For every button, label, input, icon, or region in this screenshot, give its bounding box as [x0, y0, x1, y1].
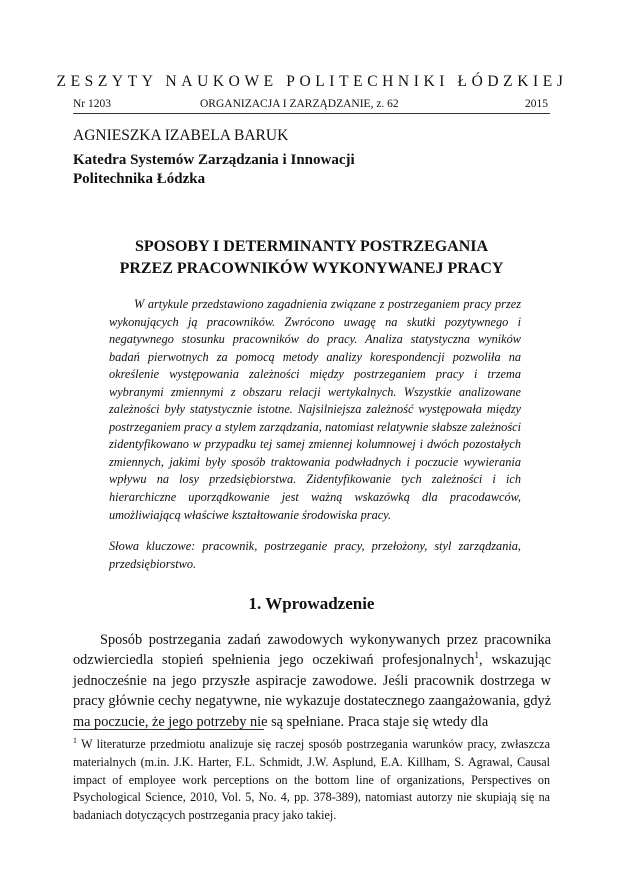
footnote [73, 736, 550, 825]
footnote-mark: 1 [73, 735, 77, 745]
issue-line [73, 96, 550, 112]
body-text-part-1: Sposób postrzegania zadań zawodowych wykonywanych przez pracownika odzwierciedla stopień spełnienia jego oczekiwań profesjonalnych [73, 632, 551, 669]
issue-year: 2015 [525, 98, 548, 110]
keywords: Słowa kluczowe: pracownik, postrzeganie pracy, przełożony, styl zarządzania, przedsiębiorstwo. [109, 539, 521, 571]
issue-series: ORGANIZACJA I ZARZĄDZANIE, z. 62 [200, 98, 399, 110]
abstract: W artykule przedstawiono zagadnienia związane z postrzeganiem pracy przez wykonujących ją pracowników. Zwrócono uwagę na skutki pozytywnego i negatywnego stosunku pracowników do pracy. Analiza statystyczna wyników badań pierwotnych za pomocą metody analizy korespondencji pozwoliła na określenie występowania zależności między postrzeganiem pracy i trzema wybranymi zmiennymi z obszaru relacji wertykalnych. Wszystkie analizowane zależności były statystycznie istotne. Najsilniejsza zależność występowała między postrzeganiem pracy a stylem zarządzania, natomiast relatywnie słabsze zależności zidentyfikowano w przypadku tej samej zmiennej kolumnowej i dwóch pozostałych zmiennych, jakimi były sposób traktowania podwładnych i poczucie wywierania wpływu na losy przedsiębiorstwa. Zidentyfikowanie tych zależności i ich hierarchiczne uporządkowanie jest ważną wskazówką dla pracodawców, umożliwiającą właściwe kształtowanie środowiska pracy. [109, 297, 521, 522]
footnote-reference[interactable]: 1 [474, 651, 480, 662]
journal-title: ZESZYTY NAUKOWE POLITECHNIKI ŁÓDZKIEJ [56, 73, 568, 90]
author-department: Katedra Systemów Zarządzania i Innowacji [73, 152, 355, 168]
section-heading: 1. Wprowadzenie [248, 594, 375, 613]
footnote-text: W literaturze przedmiotu analizuje się raczej sposób postrzegania warunków pracy, zwłaszcza materialnych (m.in. J.K. Harter, F.L. Schmidt, J.W. Asplund, E.A. Killham, S. Agrawal, Causal impact of employee work perceptions on the bottom line of organizations, Perspectives on Psychological Science, 2010, Vol. 5, No. 4, pp. 378-389), natomiast autorzy nie skupiają się na badaniach dotyczących postrzegania pracy jako takiej. [73, 737, 550, 823]
author-institution: Politechnika Łódzka [73, 171, 206, 187]
body-paragraph [73, 630, 551, 732]
article-title-line-2: PRZEZ PRACOWNIKÓW WYKONYWANEJ PRACY [119, 260, 504, 277]
header-rule [73, 113, 550, 114]
issue-number: Nr 1203 [73, 98, 112, 110]
body-text-part-2: , wskazując jednocześnie na jego przyszłe aspiracje zawodowe. Jeśli pracownik dostrzega w pracy głównie cechy negatywne, nie wykazuje dostatecznego zaangażowania, gdyż ma poczucie, że jego potrzeby nie są spełniane. Praca staje się wtedy dla [73, 652, 551, 730]
footnote-rule [73, 729, 264, 730]
author-name: AGNIESZKA IZABELA BARUK [73, 127, 289, 144]
article-title-line-1: SPOSOBY I DETERMINANTY POSTRZEGANIA [134, 238, 489, 255]
